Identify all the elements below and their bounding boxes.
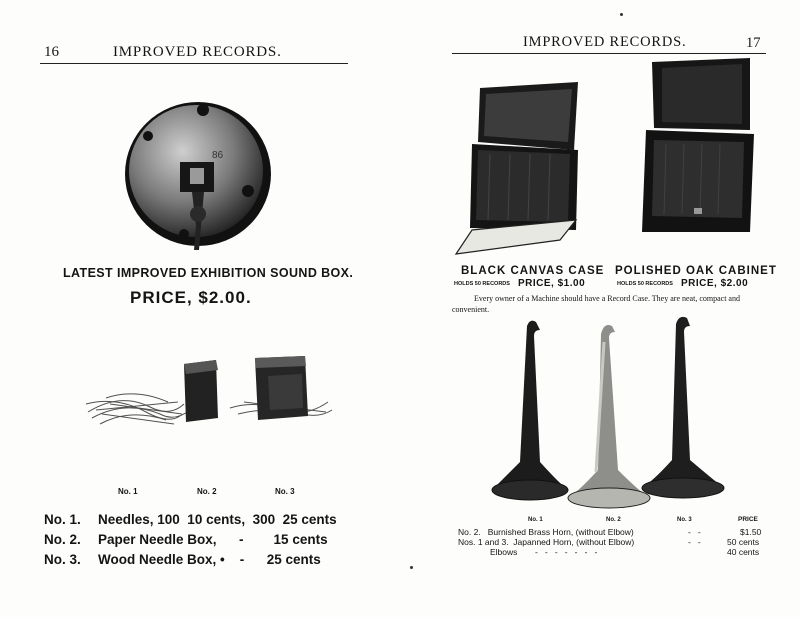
horn-row-price: $1.50 (740, 527, 762, 537)
page-number-16: 16 (44, 44, 59, 60)
black-canvas-case-image (450, 80, 590, 260)
horn-row-dashes: - - - - - - - (535, 547, 598, 557)
print-speck (410, 566, 413, 569)
horn-row-dashes: - - (688, 537, 701, 547)
needle-row-number: No. 3. (44, 552, 81, 567)
case-price: PRICE, $1.00 (518, 278, 586, 289)
horn-price-header: PRICE (738, 516, 758, 523)
print-speck (620, 13, 623, 16)
running-head-right: IMPROVED RECORDS. (523, 34, 687, 50)
horn-row-desc: Elbows (490, 547, 518, 557)
needle-figure-label: No. 3 (275, 487, 295, 496)
case-price: PRICE, $2.00 (681, 278, 749, 289)
needle-row-number: No. 1. (44, 512, 81, 527)
soundbox-title: LATEST IMPROVED EXHIBITION SOUND BOX. (63, 266, 354, 280)
needle-figure-label: No. 2 (197, 487, 217, 496)
case-name: POLISHED OAK CABINET (615, 265, 777, 277)
needle-row-number: No. 2. (44, 532, 81, 547)
horn-row-dashes: - - (688, 527, 701, 537)
page-number-17: 17 (746, 35, 761, 51)
needle-figure-label: No. 1 (118, 487, 138, 496)
needle-row-text: Needles, 100 10 cents, 300 25 cents (98, 512, 337, 527)
case-name: BLACK CANVAS CASE (461, 265, 605, 277)
case-holds: HOLDS 50 RECORDS (617, 281, 673, 287)
horn-row-price: 40 cents (727, 547, 760, 557)
horn-row-price: 50 cents (727, 537, 760, 547)
horn-row-desc: Nos. 1 and 3. Japanned Horn, (without Elbow) (458, 537, 635, 547)
case-note: Every owner of a Machine should have a Record Case. They are neat, compact and convenient. (452, 294, 740, 314)
head-rule-left (40, 63, 348, 64)
running-head-left: IMPROVED RECORDS. (113, 44, 282, 60)
case-holds: HOLDS 50 RECORDS (454, 281, 510, 287)
horn-figure-label: No. 3 (677, 517, 692, 523)
sound-box-image (120, 96, 280, 256)
horn-figure-label: No. 2 (606, 517, 621, 523)
head-rule-right (452, 53, 766, 54)
needles-image (80, 352, 340, 442)
horn-row-desc: No. 2. Burnished Brass Horn, (without Elbow) (458, 527, 634, 537)
horns-image (490, 312, 750, 512)
needle-row-text: Paper Needle Box, - 15 cents (98, 532, 328, 547)
oak-cabinet-image (632, 56, 762, 236)
svg-text:86: 86 (212, 150, 224, 161)
needle-row-text: Wood Needle Box, • - 25 cents (98, 552, 321, 567)
horn-figure-label: No. 1 (528, 517, 543, 523)
soundbox-price: PRICE, $2.00. (130, 288, 252, 307)
